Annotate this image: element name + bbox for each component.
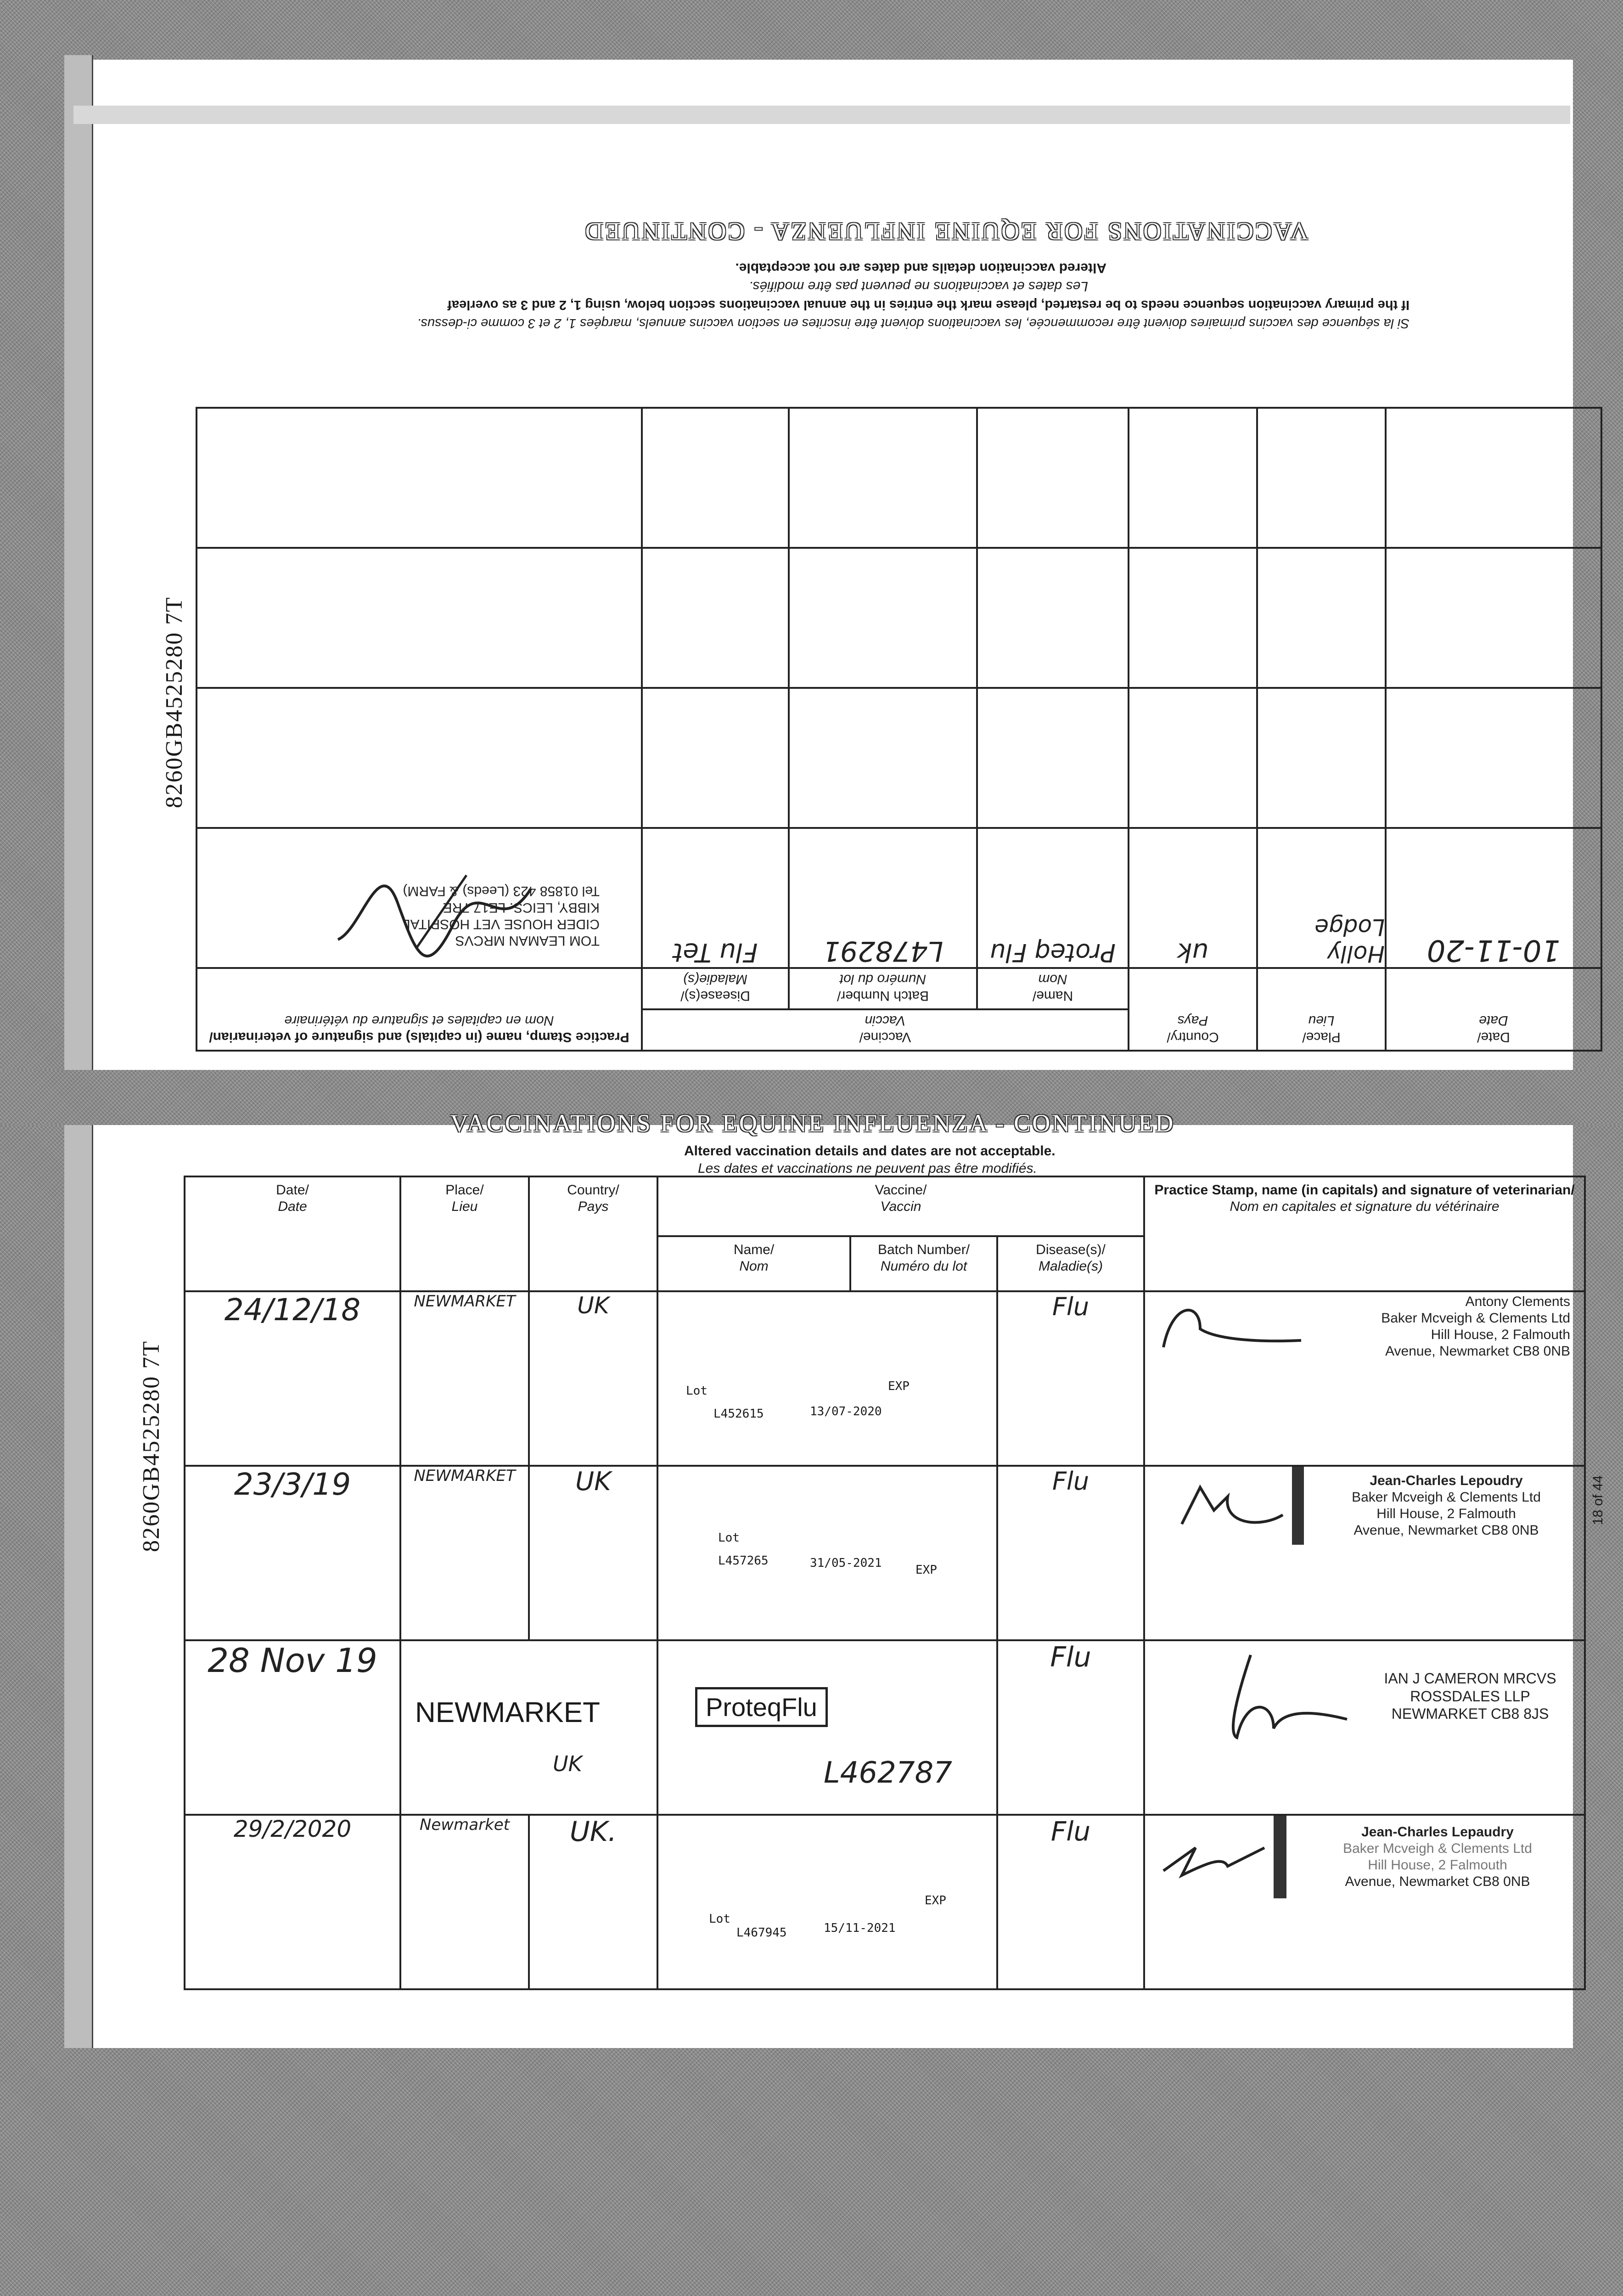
upper-note-fr: Les dates et vaccinations ne peuvent pas être modifiés. [749, 279, 1088, 294]
upper-header-name: Name/ Nom [977, 968, 1129, 1009]
upper-row-3 [197, 548, 1601, 688]
upper-vaccination-table [196, 407, 1602, 1052]
page-number: 18 of 44 [1590, 1475, 1606, 1525]
lower-row-4-signature [1154, 1820, 1274, 1894]
upper-row-1-date: 10-11-20 [1386, 828, 1601, 968]
lower-banner: VACCINATIONS FOR EQUINE INFLUENZA - CONTINUED [450, 1109, 1175, 1137]
lower-header-batch: Batch Number/ Numéro du lot [850, 1236, 997, 1291]
lower-row-3-vaccine-name: ProteqFlu [695, 1687, 828, 1727]
lower-row-4-stamp [1144, 1815, 1585, 1989]
upper-header-disease: Disease(s)/ Maladie(s) [642, 968, 789, 1009]
upper-header-place: Place/ Lieu [1257, 968, 1386, 1051]
lower-row-1-stamp-line-2: Baker Mcveigh & Clements Ltd [1381, 1311, 1571, 1326]
lower-row-3-stamp-line-2: ROSSDALES LLP [1410, 1688, 1530, 1705]
upper-row-1-stamp [197, 828, 642, 968]
lower-row-4-country: UK. [529, 1815, 657, 1989]
upper-banner: VACCINATIONS FOR EQUINE INFLUENZA - CONTINUED [583, 218, 1309, 245]
lower-note-fr: Les dates et vaccinations ne peuvent pas être modifiés. [698, 1161, 1037, 1176]
lower-header-vaccine: Vaccine/ Vaccin [657, 1176, 1144, 1236]
lower-row-2-date: 23/3/19 [185, 1466, 400, 1640]
upper-header-row [197, 1009, 1601, 1051]
upper-instruction-en: If the primary vaccination sequence needs to be restarted, please mark the entries in the annual vaccinations section below, using 1, 2 and 3 as overleaf [447, 298, 1410, 312]
lower-header-place: Place/ Lieu [400, 1176, 529, 1291]
lower-row-4-stamp-line-3: Hill House, 2 Falmouth [1368, 1857, 1507, 1873]
lower-row-1-date: 24/12/18 [185, 1291, 400, 1466]
lower-header-row [185, 1176, 1585, 1236]
lower-row-2-disease: Flu [997, 1466, 1144, 1640]
upper-header-vaccine: Vaccine/ Vaccin [642, 1009, 1129, 1051]
upper-document-id: 8260GB4525280 7T [161, 597, 187, 808]
lower-header-date: Date/ Date [185, 1176, 400, 1291]
lower-row-4-stamp-line-1: Jean-Charles Lepaudry [1361, 1824, 1514, 1840]
upper-row-1-stamp-line-4: Tel 01858 423 (Leeds) & FARM) [403, 884, 600, 899]
lower-row-1-country: UK [529, 1291, 657, 1466]
upper-row-1-name: Proteq Flu [977, 828, 1129, 968]
lower-row-3-stamp-line-3: NEWMARKET CB8 8JS [1391, 1705, 1549, 1722]
upper-row-1-stamp-line-2: CIDER HOUSE VET HOSPITAL [402, 917, 600, 932]
lower-row-4 [185, 1815, 1585, 1989]
lower-row-3-date: 28 Nov 19 [185, 1640, 400, 1815]
lower-row-3-place-country [400, 1640, 657, 1815]
upper-header-date: Date/ Date [1386, 968, 1601, 1051]
upper-row-4 [197, 408, 1601, 548]
lower-row-3-batch: L462787 [824, 1756, 952, 1790]
lower-row-3-country: UK [553, 1751, 582, 1776]
lower-row-4-place: Newmarket [400, 1815, 529, 1989]
lower-header-country: Country/ Pays [529, 1176, 657, 1291]
lower-row-4-disease: Flu [997, 1815, 1144, 1989]
upper-note-bold: Altered vaccination details and dates are not acceptable. [735, 260, 1106, 276]
lower-row-2-stamp-bar [1292, 1467, 1304, 1545]
lower-row-3-stamp [1144, 1640, 1585, 1815]
lower-row-1-stamp [1144, 1291, 1585, 1466]
lower-row-2-batch: Lot EXP L457265 31/05-2021 [657, 1466, 997, 1640]
lower-row-2-signature [1173, 1469, 1292, 1542]
lower-row-1-disease: Flu [997, 1291, 1144, 1466]
lower-row-2-stamp-line-3: Hill House, 2 Falmouth [1376, 1506, 1516, 1521]
lower-row-2-place: NEWMARKET [400, 1466, 529, 1640]
upper-page-rotated [197, 216, 1602, 1052]
upper-header-country: Country/ Pays [1129, 968, 1257, 1051]
lower-row-3-disease: Flu [997, 1640, 1144, 1815]
lower-document-id: 8260GB4525280 7T [138, 1340, 164, 1552]
lower-row-1-stamp-line-3: Hill House, 2 Falmouth [1431, 1327, 1571, 1342]
lower-row-1 [185, 1291, 1585, 1466]
upper-row-2 [197, 688, 1601, 828]
lower-row-2-stamp-line-2: Baker Mcveigh & Clements Ltd [1352, 1490, 1541, 1505]
lower-row-3-stamp-line-1: IAN J CAMERON MRCVS [1384, 1670, 1556, 1687]
lower-header-name: Name/ Nom [657, 1236, 850, 1291]
lower-row-3-vaccine [657, 1640, 997, 1815]
lower-vaccination-table [184, 1176, 1586, 1990]
lower-row-2-stamp-line-1: Jean-Charles Lepoudry [1370, 1473, 1523, 1488]
lower-row-1-stamp-line-4: Avenue, Newmarket CB8 0NB [1385, 1344, 1571, 1359]
upper-header-stamp: Practice Stamp, name (in capitals) and signature of veterinarian/ Nom en capitales et signature du vétérinaire [197, 968, 642, 1051]
lower-header-disease: Disease(s)/ Maladie(s) [997, 1236, 1144, 1291]
lower-row-2-stamp-line-4: Avenue, Newmarket CB8 0NB [1353, 1523, 1539, 1538]
upper-row-1-disease: Flu Tet [642, 828, 789, 968]
lower-row-1-batch: Lot EXP L452615 13/07-2020 [657, 1291, 997, 1466]
upper-row-1-country: uk [1129, 828, 1257, 968]
lower-row-1-signature [1159, 1292, 1306, 1361]
lower-row-4-date: 29/2/2020 [185, 1815, 400, 1989]
lower-row-4-stamp-line-4: Avenue, Newmarket CB8 0NB [1345, 1874, 1530, 1889]
lower-row-1-place: NEWMARKET [400, 1291, 529, 1466]
upper-row-1 [197, 828, 1601, 968]
lower-row-4-stamp-line-2: Baker Mcveigh & Clements Ltd [1343, 1841, 1532, 1856]
lower-row-4-batch: Lot EXP L467945 15/11-2021 [657, 1815, 997, 1989]
upper-page [0, 0, 1623, 1070]
upper-row-1-batch: L478291 [789, 828, 977, 968]
upper-instruction-fr: Si la séquence des vaccins primaires doivent être recommencée, les vaccinations doivent être inscrites en section vaccins annuels, marqées 1, 2 et 3 comme ci-dessus. [417, 316, 1410, 331]
lower-row-3-place: NEWMARKET [415, 1697, 600, 1728]
upper-row-1-signature [333, 866, 535, 958]
lower-row-2-country: UK [529, 1466, 657, 1640]
lower-row-2-stamp [1144, 1466, 1585, 1640]
lower-note-bold: Altered vaccination details and dates are not acceptable. [684, 1143, 1056, 1159]
lower-row-3-signature [1219, 1641, 1356, 1751]
upper-row-1-stamp-line-1: TOM LEAMAN MRCVS [455, 933, 600, 948]
lower-row-3 [185, 1640, 1585, 1815]
lower-header-stamp: Practice Stamp, name (in capitals) and signature of veterinarian/ Nom en capitales et signature du vétérinaire [1144, 1176, 1585, 1291]
upper-header-batch: Batch Number/ Numéro du lot [789, 968, 977, 1009]
upper-row-1-place: Holly Lodge [1257, 828, 1386, 968]
lower-row-1-stamp-line-1: Antony Clements [1465, 1294, 1571, 1309]
lower-page [0, 1070, 1623, 2048]
lower-row-2 [185, 1466, 1585, 1640]
bottom-edge-shadow [0, 2048, 1623, 2296]
lower-row-4-stamp-bar [1274, 1816, 1286, 1898]
upper-row-1-stamp-line-3: KIBBY, LEICS. LE17 7RE [443, 900, 600, 915]
